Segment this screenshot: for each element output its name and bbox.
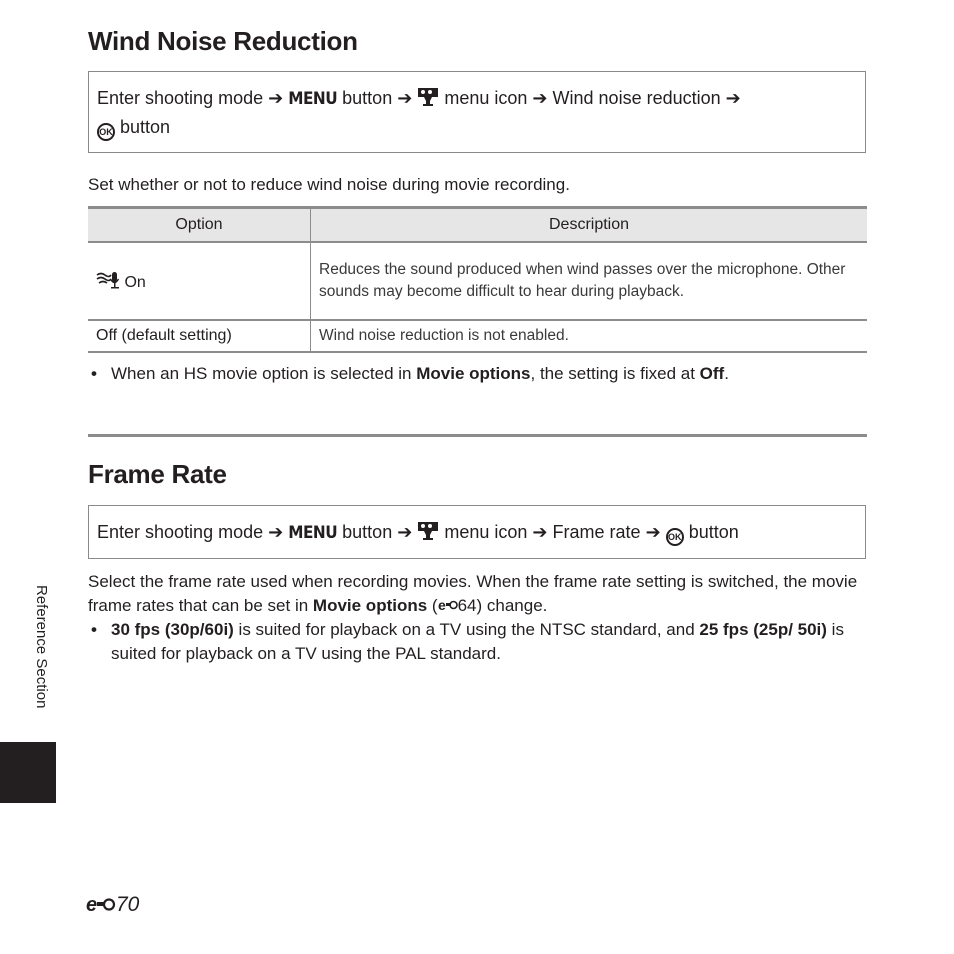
bullet-marker: • xyxy=(91,620,97,639)
section-divider xyxy=(88,434,867,437)
movie-camera-icon xyxy=(417,87,439,107)
bold-30fps: 30 fps (30p/60i) xyxy=(111,620,234,639)
note-bullet xyxy=(91,362,871,386)
arrow-icon: ➔ xyxy=(397,522,413,542)
table-row xyxy=(88,320,867,352)
arrow-icon: ➔ xyxy=(532,522,548,542)
bullet-marker: • xyxy=(91,364,97,383)
section-tab xyxy=(0,742,56,803)
ok-button-icon: OK xyxy=(666,528,684,546)
navigation-path-box xyxy=(88,505,866,559)
page-number-text: 70 xyxy=(116,893,140,916)
nav-step: Enter shooting mode xyxy=(97,522,264,542)
navigation-path-box xyxy=(88,71,866,153)
arrow-icon: ➔ xyxy=(532,88,548,108)
arrow-icon: ➔ xyxy=(268,88,284,108)
wind-reduction-icon xyxy=(96,271,120,289)
nav-step: menu icon xyxy=(444,88,528,108)
movie-camera-icon xyxy=(417,521,439,541)
side-section-label xyxy=(30,585,50,735)
arrow-icon: ➔ xyxy=(645,522,661,542)
table-row xyxy=(88,242,867,320)
paragraph-text: ( xyxy=(427,596,438,615)
section-title-wind-noise: Wind Noise Reduction xyxy=(88,26,358,56)
svg-text:e: e xyxy=(437,598,446,612)
option-cell xyxy=(88,242,311,320)
note-text: , the setting is fixed at xyxy=(530,364,700,383)
arrow-icon: ➔ xyxy=(397,88,413,108)
frame-rate-description xyxy=(88,570,868,618)
nav-step: Frame rate xyxy=(552,522,641,542)
nav-step: Enter shooting mode xyxy=(97,88,264,108)
frame-rate-bullet xyxy=(91,618,869,666)
table-header-description: Description xyxy=(311,208,868,243)
e-reference-icon[interactable] xyxy=(438,598,458,612)
bullet-text: is suited for playback on a TV using the PAL standard. xyxy=(111,620,844,663)
bold-movie-options: Movie options xyxy=(312,596,428,615)
description-cell: Reduces the sound produced when wind passes over the microphone. Other sounds may become difficult to hear during playback. xyxy=(311,242,868,320)
ok-button-icon: OK xyxy=(97,123,115,141)
description-cell: Wind noise reduction is not enabled. xyxy=(311,320,868,352)
note-bold-off: Off xyxy=(699,364,725,383)
paragraph-text: Select the frame rate used when recording movies. When the frame rate setting is switched, the movie frame rates that can be set in xyxy=(88,572,858,615)
arrow-icon: ➔ xyxy=(725,88,741,108)
arrow-icon: ➔ xyxy=(268,522,284,542)
page-reference[interactable]: 64 xyxy=(457,596,477,615)
note-text: . xyxy=(724,364,729,383)
table-header-option: Option xyxy=(88,208,311,243)
side-label-text: Reference Section xyxy=(33,585,50,709)
nav-step: button xyxy=(342,88,393,108)
e-reference-icon xyxy=(86,895,116,915)
menu-icon: MENU xyxy=(288,89,338,109)
page-number xyxy=(86,893,139,917)
options-table xyxy=(88,206,867,353)
note-bold-movie-options: Movie options xyxy=(416,364,531,383)
svg-text:e: e xyxy=(86,895,98,915)
nav-step: button xyxy=(688,522,739,542)
bullet-text: is suited for playback on a TV using the NTSC standard, and xyxy=(233,620,700,639)
nav-step: button xyxy=(342,522,393,542)
option-label: Off (default setting) xyxy=(88,320,311,352)
note-text: When an HS movie option is selected in xyxy=(111,364,417,383)
section-title-frame-rate: Frame Rate xyxy=(88,459,227,489)
intro-text: Set whether or not to reduce wind noise during movie recording. xyxy=(88,175,570,194)
bold-25fps: 25 fps (25p/ 50i) xyxy=(699,620,827,639)
menu-icon: MENU xyxy=(288,523,338,543)
option-label: On xyxy=(124,273,146,291)
nav-step: menu icon xyxy=(444,522,528,542)
paragraph-text: ) change. xyxy=(476,596,548,615)
nav-step: Wind noise reduction xyxy=(552,88,721,108)
nav-step: button xyxy=(120,117,171,137)
